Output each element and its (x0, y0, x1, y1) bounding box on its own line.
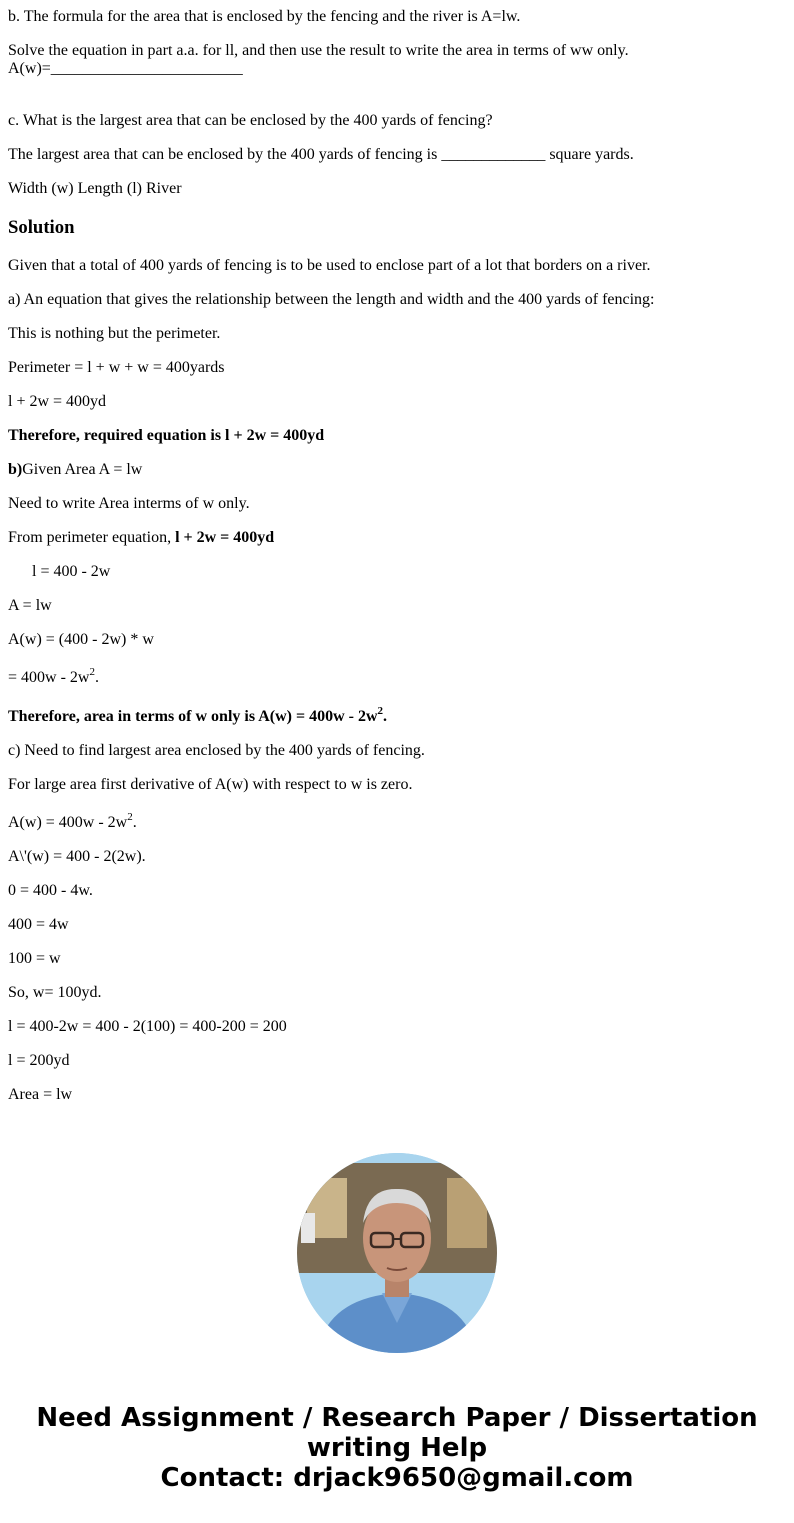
footer-contact[interactable]: Contact: drjack9650@gmail.com (160, 1463, 634, 1493)
area-lw: A = lw (8, 597, 52, 614)
l-expression: l = 400 - 2w (32, 563, 111, 580)
part-a-conclusion: Therefore, required equation is l + 2w = 400yd (8, 427, 325, 444)
aw-substitution: A(w) = (400 - 2w) * w (8, 631, 154, 648)
part-a-intro: a) An equation that gives the relationship between the length and width and the 400 yards of fencing: (8, 291, 655, 308)
derivative-equation: A\'(w) = 400 - 2(2w). (8, 848, 146, 865)
part-b-answer-blank: A(w)=________________________ (8, 60, 243, 77)
part-b-formula: b. The formula for the area that is enclosed by the fencing and the river is A=lw. (8, 8, 521, 25)
part-b-given: b)Given Area A = lw (8, 461, 143, 478)
area-final: Area = lw (8, 1086, 73, 1103)
part-c-question: c. What is the largest area that can be enclosed by the 400 yards of fencing? (8, 112, 493, 129)
footer-line-2: writing Help (306, 1433, 488, 1463)
perimeter-equation: Perimeter = l + w + w = 400yards (8, 359, 225, 376)
zero-equation: 0 = 400 - 4w. (8, 882, 93, 899)
simplified-equation: l + 2w = 400yd (8, 393, 107, 410)
author-photo (297, 1153, 497, 1353)
aw-again: $A(w) = 400w - 2w^2$. (8, 810, 137, 831)
footer-ad (0, 1403, 794, 1493)
figure-labels: Width (w) Length (l) River (8, 180, 182, 197)
w-result: So, w= 100yd. (8, 984, 102, 1001)
part-b-need: Need to write Area interms of w only. (8, 495, 250, 512)
footer-line-1: Need Assignment / Research Paper / Dissertation (36, 1403, 758, 1433)
given-statement: Given that a total of 400 yards of fencing is to be used to enclose part of a lot that borders on a river. (8, 257, 651, 274)
equation-100: 100 = w (8, 950, 61, 967)
part-c-derivative-note: For large area first derivative of A(w) with respect to w is zero. (8, 776, 413, 793)
part-b-label: b) (8, 461, 23, 478)
solution-heading: Solution (8, 217, 75, 238)
part-b-from-perimeter: From perimeter equation, l + 2w = 400yd (8, 529, 275, 546)
l-result: l = 200yd (8, 1052, 70, 1069)
part-c-answer-blank: The largest area that can be enclosed by the 400 yards of fencing is _____________ square yards. (8, 146, 634, 163)
aw-simplified: = $400w - 2w^2$. (8, 665, 99, 686)
part-b-instruction: Solve the equation in part a.a. for ll, and then use the result to write the area in terms of ww only. (8, 42, 629, 59)
l-calculation: l = 400-2w = 400 - 2(100) = 400-200 = 200 (8, 1018, 287, 1035)
perimeter-note: This is nothing but the perimeter. (8, 325, 221, 342)
part-c-intro: c) Need to find largest area enclosed by the 400 yards of fencing. (8, 742, 425, 759)
author-avatar (297, 1153, 497, 1353)
equation-400: 400 = 4w (8, 916, 69, 933)
part-b-conclusion: Therefore, area in terms of w only is $A(w) = 400w - 2w^2$. (8, 704, 388, 725)
